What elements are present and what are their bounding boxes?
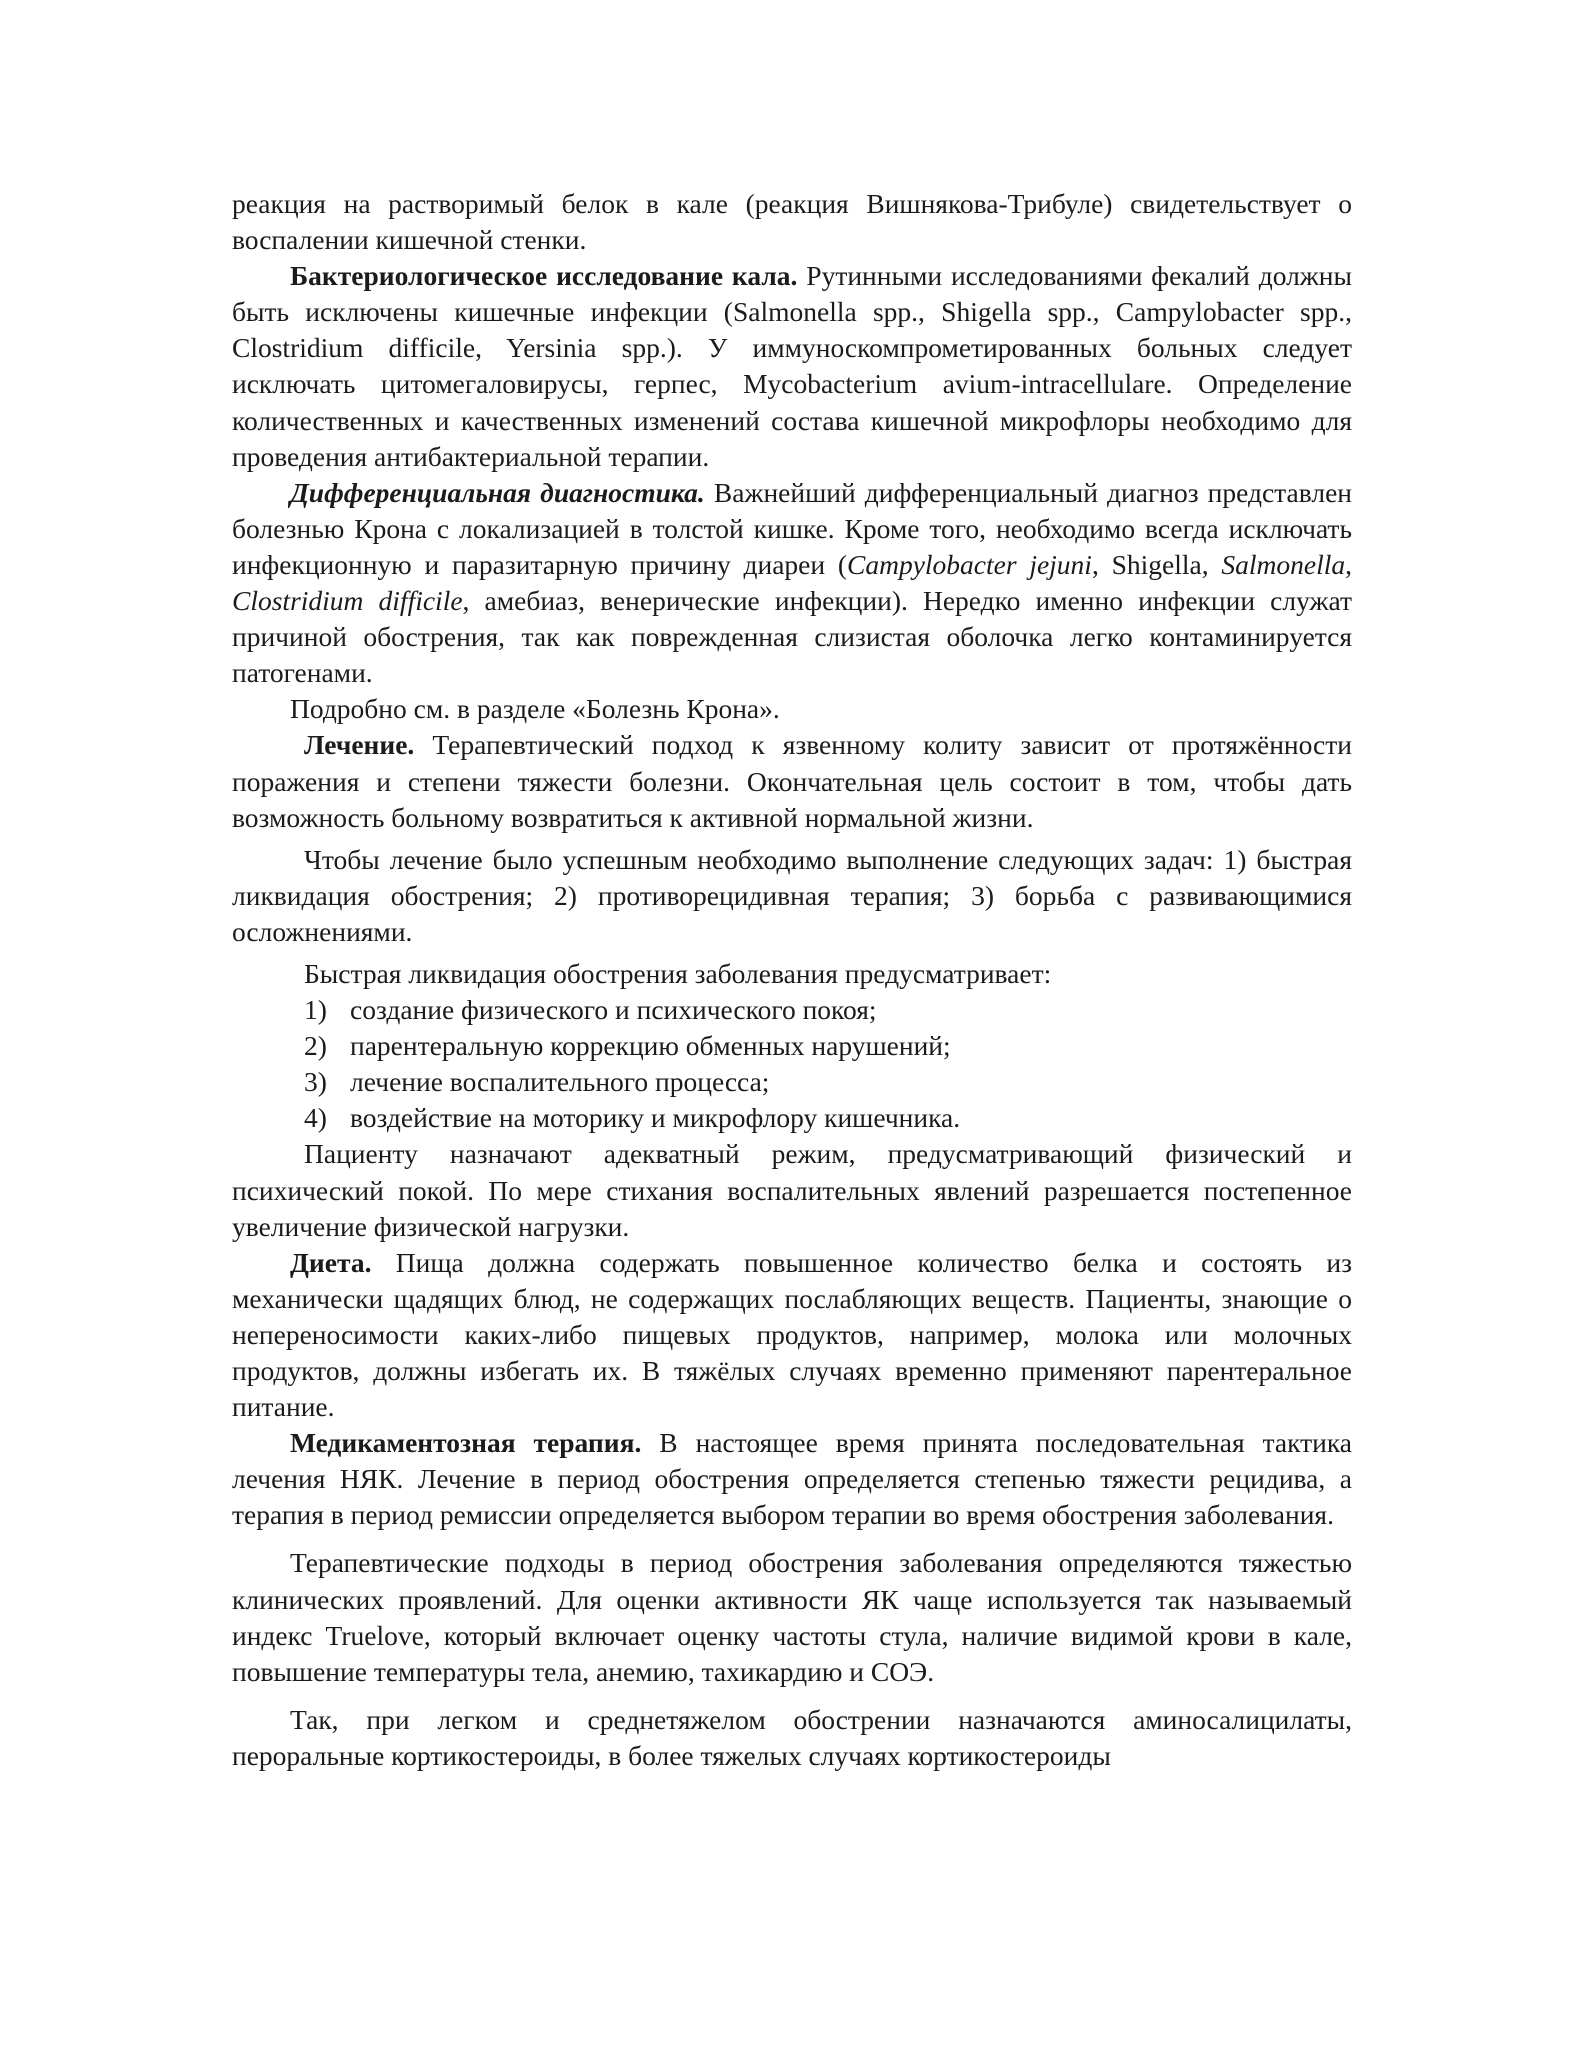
paragraph-text: В настоящее время принята последовательная тактика лечения НЯК. Лечение в период обострения определяется степенью тяжести рецидива, а терапия в период ремиссии определяется выбором терапии во время обострения заболевания.: [232, 1427, 1352, 1531]
paragraph-text: ,: [1345, 548, 1352, 580]
paragraph-diet: [232, 1245, 1352, 1425]
list-item-number: 2): [304, 1030, 327, 1062]
list-item: [232, 1028, 1352, 1064]
document-page: [232, 186, 1352, 1774]
paragraph-text: , амебиаз, венерические инфекции). Нередко именно инфекции служат причиной обострения, так как поврежденная слизистая оболочка легко контаминируется патогенами.: [232, 585, 1352, 689]
heading-drug-therapy: Медикаментозная терапия.: [290, 1427, 642, 1459]
list-item-number: 3): [304, 1066, 327, 1098]
paragraph-text: Важнейший дифференциальный диагноз представлен болезнью Крона с локализацией в толстой кишке. Кроме того, необходимо всегда исключать инфекционную и паразитарную причину диареи (: [232, 476, 1352, 580]
heading-differential-diagnosis: Дифференциальная диагностика.: [290, 476, 705, 508]
list-item-text: лечение воспалительного процесса;: [350, 1066, 770, 1098]
paragraph-vishnyakov-reaction: реакция на растворимый белок в кале (реакция Вишнякова-Трибуле) свидетельствует о воспалении кишечной стенки.: [232, 188, 1352, 256]
term-salmonella: Salmonella: [1221, 548, 1346, 580]
list-item-text: воздействие на моторику и микрофлору кишечника.: [350, 1102, 961, 1134]
paragraph-text: Терапевтический подход к язвенному колиту зависит от протяжённости поражения и степени тяжести болезни. Окончательная цель состоит в том, чтобы дать возможность больному возвратиться к активной нормальной жизни.: [232, 729, 1352, 833]
exacerbation-measures-list: [232, 992, 1352, 1136]
list-item-text: парентеральную коррекцию обменных нарушений;: [350, 1030, 951, 1062]
term-clostridium: Clostridium difficile: [232, 585, 463, 617]
paragraph-treatment: [232, 727, 1352, 835]
paragraph-drug-therapy: [232, 1425, 1352, 1533]
paragraph-crohn-reference: Подробно см. в разделе «Болезнь Крона».: [290, 693, 780, 725]
list-item-number: 4): [304, 1102, 327, 1134]
paragraph-treatment-tasks: Чтобы лечение было успешным необходимо выполнение следующих задач: 1) быстрая ликвидация обострения; 2) противорецидивная терапия; 3) борьба с развивающимися осложнениями.: [232, 843, 1352, 947]
paragraph-regimen: Пациенту назначают адекватный режим, предусматривающий физический и психический покой. По мере стихания воспалительных явлений разрешается постепенное увеличение физической нагрузки.: [232, 1138, 1352, 1242]
heading-diet: Диета.: [290, 1246, 372, 1278]
paragraph-text: Пища должна содержать повышенное количество белка и состоять из механически щадящих блюд, не содержащих послабляющих веществ. Пациенты, знающие о непереносимости каких-либо пищевых продуктов, например, молока или молочных продуктов, должны избегать их. В тяжёлых случаях временно применяют парентеральное питание.: [232, 1246, 1352, 1423]
list-item: [232, 1064, 1352, 1100]
paragraph-differential-diagnosis: [232, 475, 1352, 692]
list-item: [232, 992, 1352, 1028]
paragraph-text: Рутинными исследованиями фекалий должны быть исключены кишечные инфекции (Salmonella spp., Shigella spp., Campylobacter spp., Clostridium difficile, Yersinia spp.). У иммуноскомпрометированных больных следует исключать цитомегаловирусы, герпес, Mycobacterium avium-intracellulare. Определение количественных и качественных изменений состава кишечной микрофлоры необходимо для проведения антибактериальной терапии.: [232, 260, 1352, 472]
heading-bacteriological-exam: Бактериологическое исследование кала.: [290, 260, 798, 292]
paragraph-bacteriological-exam: [232, 258, 1352, 475]
heading-treatment: Лечение.: [304, 729, 415, 761]
paragraph-aminosalicylates: Так, при легком и среднетяжелом обострении назначаются аминосалицилаты, пероральные кортикостероиды, в более тяжелых случаях кортикостероиды: [232, 1703, 1352, 1771]
term-campylobacter: Campylobacter jejuni: [847, 548, 1092, 580]
list-item-number: 1): [304, 994, 327, 1026]
paragraph-truelove-index: Терапевтические подходы в период обострения заболевания определяются тяжестью клинических проявлений. Для оценки активности ЯК чаще используется так называемый индекс Truelove, который включает оценку частоты стула, наличие видимой крови в кале, повышение температуры тела, анемию, тахикардию и СОЭ.: [232, 1547, 1352, 1687]
paragraph-text: , Shigella,: [1091, 548, 1222, 580]
list-item-text: создание физического и психического покоя;: [350, 994, 877, 1026]
paragraph-exacerbation-intro: Быстрая ликвидация обострения заболевания предусматривает:: [304, 957, 1052, 989]
list-item: [232, 1100, 1352, 1136]
